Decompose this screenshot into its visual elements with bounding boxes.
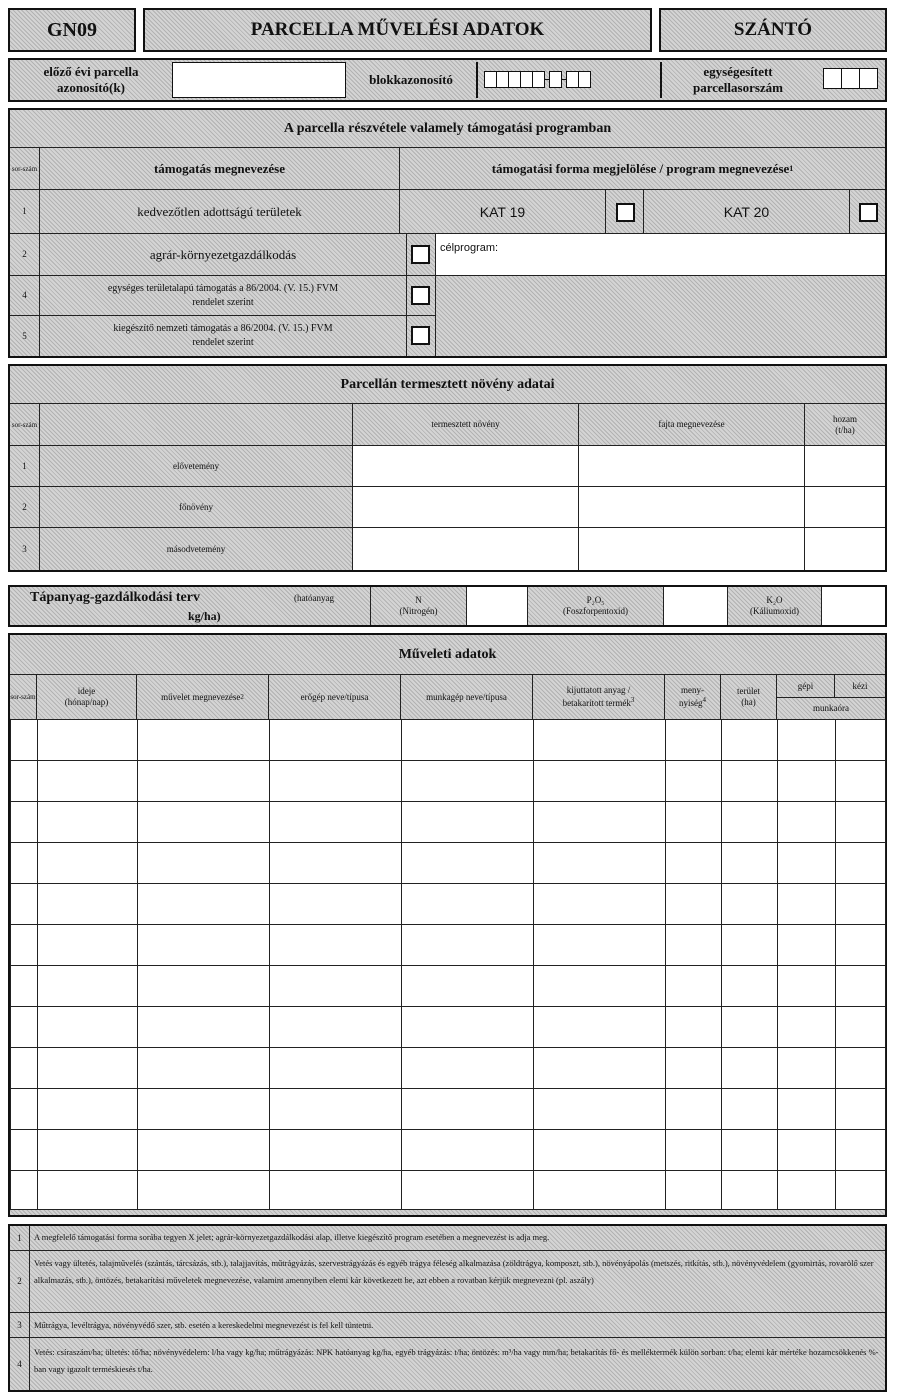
ops-cell-manual-hours[interactable] <box>836 925 886 966</box>
operations-row <box>11 1171 886 1210</box>
operations-row <box>11 720 886 761</box>
ops-cell-date[interactable] <box>38 1171 138 1210</box>
nutrient-label: Tápanyag-gazdálkodási terv <box>30 590 200 605</box>
nutrient-unit-b: kg/ha) <box>188 609 221 623</box>
ops-cell-tractor[interactable] <box>270 761 402 802</box>
nutrient-row <box>8 585 887 627</box>
ops-cell-material[interactable] <box>534 802 666 843</box>
operations-row <box>11 966 886 1007</box>
ops-cell-machine-hours[interactable] <box>778 1007 836 1048</box>
ops-cell-tractor[interactable] <box>270 966 402 1007</box>
ops-cell-machine-hours[interactable] <box>778 966 836 1007</box>
ops-col-machine: munkagép neve/típusa <box>401 675 533 719</box>
ops-cell-machine-hours[interactable] <box>778 1048 836 1089</box>
ops-cell-num <box>11 1007 38 1048</box>
plants-row-3-label: másodvetemény <box>40 528 353 570</box>
ops-cell-machine[interactable] <box>402 843 534 884</box>
agri-env-checkbox[interactable] <box>411 245 430 264</box>
ops-cell-tractor[interactable] <box>270 843 402 884</box>
support-col-num: sor-szám <box>10 148 40 190</box>
ops-col-area: terület (ha) <box>721 675 777 719</box>
ops-cell-machine-hours[interactable] <box>778 1171 836 1210</box>
ops-cell-material[interactable] <box>534 1048 666 1089</box>
ops-cell-num <box>11 925 38 966</box>
ops-cell-quantity[interactable] <box>666 1130 722 1171</box>
operations-row <box>11 1007 886 1048</box>
ops-cell-quantity[interactable] <box>666 1089 722 1130</box>
ops-cell-machine[interactable] <box>402 966 534 1007</box>
ops-cell-date[interactable] <box>38 1089 138 1130</box>
support-row-2-name: agrár-környezetgazdálkodás <box>40 234 406 276</box>
ops-cell-operation[interactable] <box>138 1048 270 1089</box>
ops-cell-num <box>11 1171 38 1210</box>
operations-section <box>8 633 887 1217</box>
ops-cell-material[interactable] <box>534 1089 666 1130</box>
ops-cell-area[interactable] <box>722 761 778 802</box>
target-program-field[interactable] <box>436 234 885 276</box>
plants-row-2-num: 2 <box>10 487 40 528</box>
ops-cell-tractor[interactable] <box>270 802 402 843</box>
plants-title: Parcellán termesztett növény adatai <box>10 366 885 404</box>
ops-cell-date[interactable] <box>38 925 138 966</box>
ops-cell-num <box>11 843 38 884</box>
operations-row <box>11 802 886 843</box>
ops-cell-manual-hours[interactable] <box>836 720 886 761</box>
ops-cell-num <box>11 761 38 802</box>
kat19-checkbox[interactable] <box>616 203 635 222</box>
ops-cell-date[interactable] <box>38 884 138 925</box>
ops-cell-quantity[interactable] <box>666 966 722 1007</box>
ops-cell-area[interactable] <box>722 1171 778 1210</box>
ops-cell-material[interactable] <box>534 1171 666 1210</box>
potassium-label: K₂O (Káliumoxid) <box>750 595 799 616</box>
support-row-4-name: egységes területalapú támogatás a 86/2004. (V. 15.) FVM rendelet szerint <box>40 276 406 316</box>
ops-cell-machine[interactable] <box>402 1007 534 1048</box>
ops-cell-tractor[interactable] <box>270 1048 402 1089</box>
ops-cell-area[interactable] <box>722 925 778 966</box>
ops-cell-area[interactable] <box>722 966 778 1007</box>
ops-cell-date[interactable] <box>38 720 138 761</box>
phosphorus-input[interactable] <box>663 587 728 625</box>
ops-cell-num <box>11 802 38 843</box>
ops-cell-machine[interactable] <box>402 1171 534 1210</box>
support-row-5-num: 5 <box>10 316 40 356</box>
support-row-2-num: 2 <box>10 234 40 276</box>
support-section <box>8 108 887 358</box>
plants-row-2-yield[interactable] <box>805 487 885 528</box>
ops-col-num: sor-szám <box>10 675 37 719</box>
land-type-text: SZÁNTÓ <box>733 19 813 40</box>
ops-cell-machine[interactable] <box>402 802 534 843</box>
ops-cell-machine-hours[interactable] <box>778 720 836 761</box>
ops-cell-operation[interactable] <box>138 1089 270 1130</box>
kat19-label: KAT 19 <box>400 190 606 234</box>
ops-cell-date[interactable] <box>38 966 138 1007</box>
prev-parcel-label: előző évi parcella azonosító(k) <box>43 64 139 95</box>
ops-cell-manual-hours[interactable] <box>836 802 886 843</box>
ops-cell-material[interactable] <box>534 1007 666 1048</box>
ops-cell-tractor[interactable] <box>270 720 402 761</box>
plants-row-1-variety[interactable] <box>579 446 805 487</box>
support-row-5-name: kiegészítő nemzeti támogatás a 86/2004. (V. 15.) FVM rendelet szerint <box>113 323 333 348</box>
area-based-checkbox[interactable] <box>411 286 430 305</box>
footnotes-section <box>8 1224 887 1392</box>
potassium-input[interactable] <box>821 587 885 625</box>
plants-section <box>8 364 887 572</box>
operations-table <box>10 719 886 1210</box>
ops-col-date: ideje (hónap/nap) <box>37 675 137 719</box>
form-title-text: PARCELLA MŰVELÉSI ADATOK <box>250 19 545 40</box>
ops-cell-num <box>11 884 38 925</box>
ops-cell-material[interactable] <box>534 925 666 966</box>
ops-cell-num <box>11 720 38 761</box>
operations-row <box>11 884 886 925</box>
footnote-1-text: A megfelelő támogatási forma sorába tegyen X jelet; agrár-környezetgazdálkodási alap, illetve kiegészítő program esetében a megnevezést is adja meg. <box>34 1232 550 1242</box>
ops-cell-manual-hours[interactable] <box>836 1089 886 1130</box>
ops-cell-manual-hours[interactable] <box>836 843 886 884</box>
plants-row-1-num: 1 <box>10 446 40 487</box>
ops-cell-operation[interactable] <box>138 720 270 761</box>
ops-cell-machine[interactable] <box>402 1089 534 1130</box>
nitrogen-input[interactable] <box>466 587 528 625</box>
ops-cell-area[interactable] <box>722 720 778 761</box>
ops-cell-area[interactable] <box>722 884 778 925</box>
plants-row-2-variety[interactable] <box>579 487 805 528</box>
ops-col-operation: művelet megnevezése 2 <box>137 675 269 719</box>
block-id-label: blokkazonosító <box>369 72 453 87</box>
ops-cell-material[interactable] <box>534 884 666 925</box>
plants-col-yield: hozam (t/ha) <box>805 404 885 446</box>
ops-cell-machine-hours[interactable] <box>778 1130 836 1171</box>
ops-cell-machine-hours[interactable] <box>778 843 836 884</box>
ops-cell-date[interactable] <box>38 761 138 802</box>
ops-cell-area[interactable] <box>722 1007 778 1048</box>
operations-row <box>11 1048 886 1089</box>
ops-cell-date[interactable] <box>38 843 138 884</box>
ops-cell-machine[interactable] <box>402 720 534 761</box>
ops-cell-machine[interactable] <box>402 1048 534 1089</box>
ops-cell-machine[interactable] <box>402 925 534 966</box>
ops-col-manual-hours: kézi <box>852 680 868 691</box>
plants-col-num: sor-szám <box>10 404 40 446</box>
plants-col-variety: fajta megnevezése <box>579 404 805 446</box>
support-row-1-num: 1 <box>10 190 40 234</box>
support-col-name: támogatás megnevezése <box>40 148 400 190</box>
ops-cell-tractor[interactable] <box>270 1171 402 1210</box>
support-col-form: támogatási forma megjelölése / program megnevezése 1 <box>400 148 885 190</box>
ops-cell-manual-hours[interactable] <box>836 761 886 802</box>
ops-cell-area[interactable] <box>722 843 778 884</box>
phosphorus-label: P₂O₅ (Foszforpentoxid) <box>563 595 628 616</box>
ops-cell-operation[interactable] <box>138 925 270 966</box>
ops-cell-material[interactable] <box>534 761 666 802</box>
plants-row-3-plant[interactable] <box>353 528 579 570</box>
ops-cell-manual-hours[interactable] <box>836 966 886 1007</box>
identifier-row <box>8 58 887 102</box>
ops-cell-tractor[interactable] <box>270 925 402 966</box>
operations-row <box>11 1130 886 1171</box>
ops-cell-quantity[interactable] <box>666 802 722 843</box>
ops-cell-quantity[interactable] <box>666 925 722 966</box>
ops-cell-date[interactable] <box>38 802 138 843</box>
ops-cell-operation[interactable] <box>138 884 270 925</box>
plants-row-3-variety[interactable] <box>579 528 805 570</box>
ops-cell-tractor[interactable] <box>270 1007 402 1048</box>
ops-col-machine-hours: gépi <box>777 675 835 697</box>
footnote-2-text: Vetés vagy ültetés, talajművelés (szántás, tárcsázás, stb.), talajjavítás, műtrágyázás, szervestrágyázás és egyéb trágya féleség alkalmazása (zöldtrágya, komposzt, stb.), növényápolás (metszés, ritkítás, stb.), növényvédelem (gyomirtás, rovarölő szer alkalmazás, stb.), öntözés, betakarítási műveletek megnevezése, valamint amennyiben elemi kár következett be, azt ebben a rovatban kérjük megnevezni (pl. aszály) <box>34 1258 874 1285</box>
ops-cell-date[interactable] <box>38 1130 138 1171</box>
unified-parcel-label: egységesített parcellasorszám <box>692 64 784 95</box>
kat20-checkbox[interactable] <box>859 203 878 222</box>
operations-row <box>11 1089 886 1130</box>
ops-cell-material[interactable] <box>534 720 666 761</box>
prev-parcel-input[interactable] <box>172 62 346 98</box>
ops-cell-date[interactable] <box>38 1048 138 1089</box>
ops-cell-machine-hours[interactable] <box>778 761 836 802</box>
ops-cell-area[interactable] <box>722 1048 778 1089</box>
ops-cell-machine-hours[interactable] <box>778 884 836 925</box>
support-row-4-num: 4 <box>10 276 40 316</box>
ops-cell-area[interactable] <box>722 1130 778 1171</box>
ops-cell-area[interactable] <box>722 802 778 843</box>
ops-cell-machine-hours[interactable] <box>778 925 836 966</box>
block-id-digits[interactable] <box>484 71 590 88</box>
ops-cell-num <box>11 1048 38 1089</box>
nutrient-unit-a: (hatóanyag <box>294 593 334 603</box>
form-code-text: GN09 <box>47 18 97 41</box>
ops-cell-machine-hours[interactable] <box>778 802 836 843</box>
support-row-1-name: kedvezőtlen adottságú területek <box>40 190 400 234</box>
operations-row <box>11 843 886 884</box>
ops-cell-area[interactable] <box>722 1089 778 1130</box>
form-code <box>8 8 136 52</box>
ops-cell-quantity[interactable] <box>666 884 722 925</box>
ops-cell-manual-hours[interactable] <box>836 884 886 925</box>
plants-row-1-yield[interactable] <box>805 446 885 487</box>
ops-cell-date[interactable] <box>38 1007 138 1048</box>
ops-cell-manual-hours[interactable] <box>836 1171 886 1210</box>
plants-row-3-num: 3 <box>10 528 40 570</box>
ops-cell-operation[interactable] <box>138 761 270 802</box>
plants-row-2-label: főnövény <box>40 487 353 528</box>
footnote-4-text: Vetés: csíraszám/ha; ültetés: tő/ha; növényvédelem: l/ha vagy kg/ha; műtrágyázás: NPK hatóanyag kg/ha, egyéb trágyázás: t/ha; öntözés: m³/ha vagy mm/ha; betakarítás fő- és melléktermék külön sorban: t/ha; elemi kár mértéke hozamcsökkenés %-ban vagy igazolt terméskiesés t/ha. <box>34 1347 879 1374</box>
form-title <box>143 8 652 52</box>
land-type <box>659 8 887 52</box>
footnote-3-num: 3 <box>10 1313 30 1337</box>
ops-cell-machine[interactable] <box>402 761 534 802</box>
ops-cell-material[interactable] <box>534 1130 666 1171</box>
ops-cell-operation[interactable] <box>138 966 270 1007</box>
ops-cell-machine[interactable] <box>402 884 534 925</box>
ops-cell-quantity[interactable] <box>666 1007 722 1048</box>
operations-title: Műveleti adatok <box>10 635 885 675</box>
ops-cell-operation[interactable] <box>138 1007 270 1048</box>
operations-row <box>11 761 886 802</box>
footnote-2-num: 2 <box>10 1251 30 1312</box>
ops-cell-tractor[interactable] <box>270 1089 402 1130</box>
ops-cell-operation[interactable] <box>138 843 270 884</box>
ops-cell-num <box>11 1130 38 1171</box>
ops-cell-machine[interactable] <box>402 1130 534 1171</box>
ops-cell-quantity[interactable] <box>666 761 722 802</box>
footnote-1-num: 1 <box>10 1226 30 1250</box>
nitrogen-label: N (Nitrogén) <box>399 595 438 616</box>
ops-cell-manual-hours[interactable] <box>836 1048 886 1089</box>
ops-cell-num <box>11 1089 38 1130</box>
ops-cell-manual-hours[interactable] <box>836 1130 886 1171</box>
plants-row-1-plant[interactable] <box>353 446 579 487</box>
ops-cell-quantity[interactable] <box>666 720 722 761</box>
ops-cell-tractor[interactable] <box>270 884 402 925</box>
target-program-label: célprogram: <box>440 242 499 254</box>
ops-col-hours: munkaóra <box>777 697 885 719</box>
ops-cell-material[interactable] <box>534 966 666 1007</box>
kat20-label: KAT 20 <box>644 190 850 234</box>
footnote-4-num: 4 <box>10 1338 30 1390</box>
ops-cell-quantity[interactable] <box>666 1171 722 1210</box>
ops-col-material: kijuttatott anyag / betakarított termék$^3$ <box>533 675 665 719</box>
unified-parcel-digits[interactable] <box>823 68 877 89</box>
plants-col-plant: termesztett növény <box>353 404 579 446</box>
ops-cell-quantity[interactable] <box>666 843 722 884</box>
ops-cell-operation[interactable] <box>138 1171 270 1210</box>
plants-row-3-yield[interactable] <box>805 528 885 570</box>
ops-cell-num <box>11 966 38 1007</box>
ops-cell-operation[interactable] <box>138 1130 270 1171</box>
plants-row-1-label: elővetemény <box>40 446 353 487</box>
plants-row-2-plant[interactable] <box>353 487 579 528</box>
footnote-3-text: Műtrágya, levéltrágya, növényvédő szer, stb. esetén a kereskedelmi megnevezést is fel kell tüntetni. <box>34 1320 374 1330</box>
ops-cell-machine-hours[interactable] <box>778 1089 836 1130</box>
ops-col-tractor: erőgép neve/típusa <box>269 675 401 719</box>
ops-cell-quantity[interactable] <box>666 1048 722 1089</box>
ops-cell-tractor[interactable] <box>270 1130 402 1171</box>
ops-cell-manual-hours[interactable] <box>836 1007 886 1048</box>
support-title: A parcella részvétele valamely támogatási programban <box>10 110 885 148</box>
ops-col-quantity: meny- nyiség$^4$ <box>665 675 721 719</box>
ops-cell-operation[interactable] <box>138 802 270 843</box>
ops-cell-material[interactable] <box>534 843 666 884</box>
operations-row <box>11 925 886 966</box>
national-support-checkbox[interactable] <box>411 326 430 345</box>
